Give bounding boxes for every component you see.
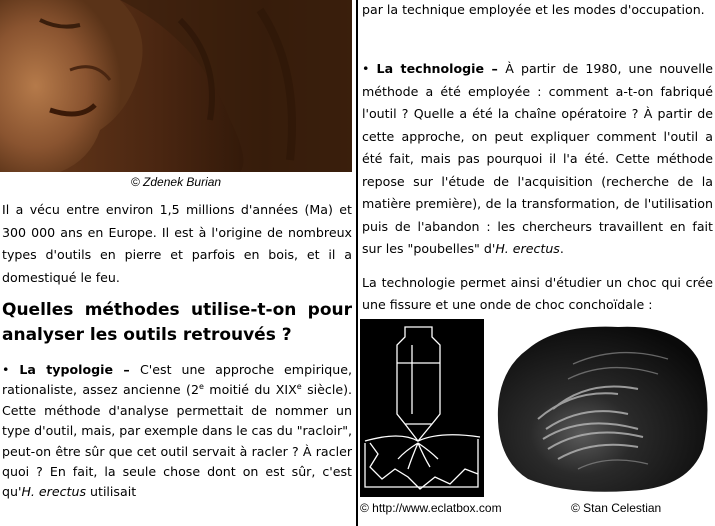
heading-word: utilise-t-on <box>190 300 297 320</box>
continued-text: par la technique employée et les modes d'occupation. <box>362 2 705 17</box>
heading-line-2: analyser les outils retrouvés ? <box>2 325 292 345</box>
technology-dash: – <box>484 61 506 76</box>
column-divider <box>356 0 358 526</box>
technology-text: À partir de 1980, une nouvelle méthode a été employée : comment a-t-on fabriqué l'outil ? Quelle a été la chaîne opératoire ? À partir de cette approche, on peut expliquer comment l'outil a été fait, mais pas pourquoi il l'a été. Cette méthode repose sur l'étude de l'acquisition (recherche de la matière première), de la transformation, de l'utilisation puis de l'abandon : les chercheurs travaillent en fait sur les "poubelles" d' <box>362 61 713 256</box>
heading-word: méthodes <box>84 300 180 320</box>
heading-word: Quelles <box>2 300 74 320</box>
bullet: • <box>2 362 10 377</box>
typology-text: moitié du XIX <box>203 382 297 398</box>
typology-text: utilisait <box>86 484 137 500</box>
technology-paragraph <box>362 58 713 261</box>
typology-text: siècle). Cette méthode d'analyse permettait de nommer un type d'outil, mais, par exemple dans le cas du "racloir", peut-on être sûr que cet outil servait à racler ? À racler quoi ? En fait, la seule chose dont on est sûr, c'est qu' <box>2 382 352 500</box>
photo-credit: © Zdenek Burian <box>130 175 222 189</box>
typology-text: C'est une approche empirique, rationaliste, assez ancienne (2 <box>2 362 352 398</box>
heading-word: pour <box>307 300 352 320</box>
technology-text: . <box>559 241 564 256</box>
superscript: e <box>296 382 302 392</box>
hammer-stone-drawing <box>360 319 484 497</box>
typology-dash: – <box>113 362 140 377</box>
conchoidal-flake-photo <box>488 319 715 497</box>
intro-text: Il a vécu entre environ 1,5 millions d'années (Ma) et 300 000 ans en Europe. Il est à l'origine de nombreux types d'outils en pierre et parfois en bois, et il a domestiqué le feu. <box>2 202 352 285</box>
shock-paragraph: La technologie permet ainsi d'étudier un choc qui crée une fissure et une onde de choc conchoïdale : <box>362 275 713 312</box>
flint-drawing <box>488 319 715 497</box>
portrait-painting <box>0 0 352 172</box>
typology-paragraph <box>2 360 352 503</box>
species-name: H. erectus <box>21 484 87 500</box>
percussion-diagram <box>360 319 484 497</box>
homo-erectus-portrait <box>0 0 352 172</box>
heading-line-1 <box>2 298 352 323</box>
bullet: • <box>362 61 370 76</box>
section-heading <box>2 298 352 348</box>
typology-label: La typologie <box>19 362 114 377</box>
technology-label: La technologie <box>376 61 484 76</box>
intro-paragraph <box>2 199 352 289</box>
superscript: e <box>198 382 204 392</box>
species-name: H. erectus <box>495 241 560 256</box>
credit-eclatbox: © http://www.eclatbox.com <box>360 501 502 515</box>
credit-stan-celestian: © Stan Celestian <box>571 501 662 515</box>
